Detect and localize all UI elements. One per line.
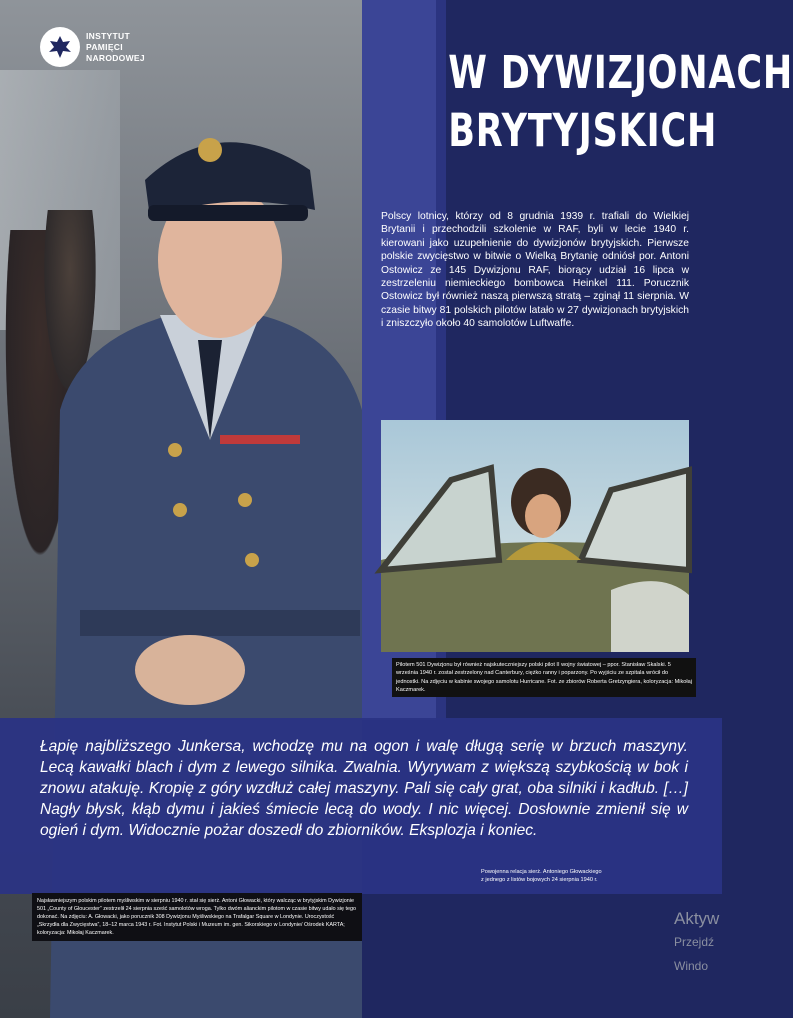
watermark-line: Windo xyxy=(674,959,709,973)
attribution-line: Powojenna relacja sierż. Antoniego Głowackiego xyxy=(481,869,602,875)
watermark-line: Przejdź xyxy=(674,935,715,949)
poster-title xyxy=(448,44,793,160)
quote-attribution xyxy=(481,868,681,884)
windows-activation-watermark xyxy=(674,908,719,978)
title-line: W DYWIZJONACH xyxy=(448,46,793,99)
eagle-emblem-icon xyxy=(40,27,80,67)
logo-line: NARODOWEJ xyxy=(86,52,145,63)
logo-line: PAMIĘCI xyxy=(86,41,123,52)
cockpit-photo xyxy=(381,420,689,652)
intro-paragraph: Polscy lotnicy, którzy od 8 grudnia 1939 r. trafiali do Wielkiej Brytanii i przechodzili szkolenie w RAF, byli w lecie 1940 r. kierowani jako uzupełnienie do dywizjonów brytyjskich. Pierwsze polskie zwycięstwo w bitwie o Wielką Brytanię odniósł por. Antoni Ostowicz ze 145 Dywizjonu RAF, biorący udział 16 lipca w zestrzeleniu niemieckiego bombowca Heinkel 111. Porucznik Ostowicz był również naszą pierwszą stratą – zginął 11 sierpnia. W czasie bitwy 81 polskich pilotów latało w 27 dywizjonach brytyjskich i zniszczyło około 40 samolotów Luftwaffe. xyxy=(381,211,689,330)
pilot-quote: Łapię najbliższego Junkersa, wchodzę mu na ogon i walę długą serię w brzuch maszyny. Lecą kawałki blach i dym z lewego silnika. Zwalnia. Wyrywam z większą szybkością w bok i znowu atakuję. Kropię z góry wzdłuż całej maszyny. Pali się cały grat, oba silniki i kadłub. […] Nagły błysk, kłąb dymu i jakieś śmiecie lecą do wody. I nic więcej. Dosłownie zmienił się w ogień i dym. Widocznie pożar doszedł do zbiorników. Eksplozja i koniec. xyxy=(40,738,688,839)
portrait-caption: Najsławniejszym polskim pilotem myśliwskim w sierpniu 1940 r. stał się sierż. Antoni Głowacki, który walcząc w brytyjskim Dywizjonie 501 „County of Gloucester” zestrzelił 24 sierpnia sześć samolotów wroga. Tylko dwóm alianckim pilotom w czasie bitwy udało się tego dokonać. Na zdjęciu: A. Głowacki, jako porucznik 308 Dywizjonu Myśliwskiego na Trafalgar Square w Londynie. Uroczystość „Skrzydła dla Zwycięstwa”, 18–12 marca 1943 r. Fot. Instytut Polski i Muzeum im. gen. Sikorskiego w Londynie/ Ośrodek KARTA; koloryzacja: Mikołaj Kaczmarek. xyxy=(32,893,362,941)
logo-line: INSTYTUT xyxy=(86,30,130,41)
institution-name xyxy=(86,31,145,64)
watermark-heading: Aktyw xyxy=(674,909,720,928)
cockpit-photo-caption: Pilotem 501 Dywizjonu był również najskuteczniejszy polski pilot II wojny światowej – ppor. Stanisław Skalski. 5 września 1940 r. został zestrzelony nad Canterbury, ciężko ranny i poparzony. Po wyjściu ze szpitala wrócił do jednostki. Na zdjęciu w kabinie swojego samolotu Hurricane. Fot. ze zbiorów Roberta Gretzyngiera, koloryzacja: Mikołaj Kaczmarek. xyxy=(392,658,696,697)
ipn-logo xyxy=(40,27,145,67)
title-line: BRYTYJSKICH xyxy=(448,104,718,157)
attribution-line: z jednego z listów bojowych 24 sierpnia 1940 r. xyxy=(481,877,598,883)
